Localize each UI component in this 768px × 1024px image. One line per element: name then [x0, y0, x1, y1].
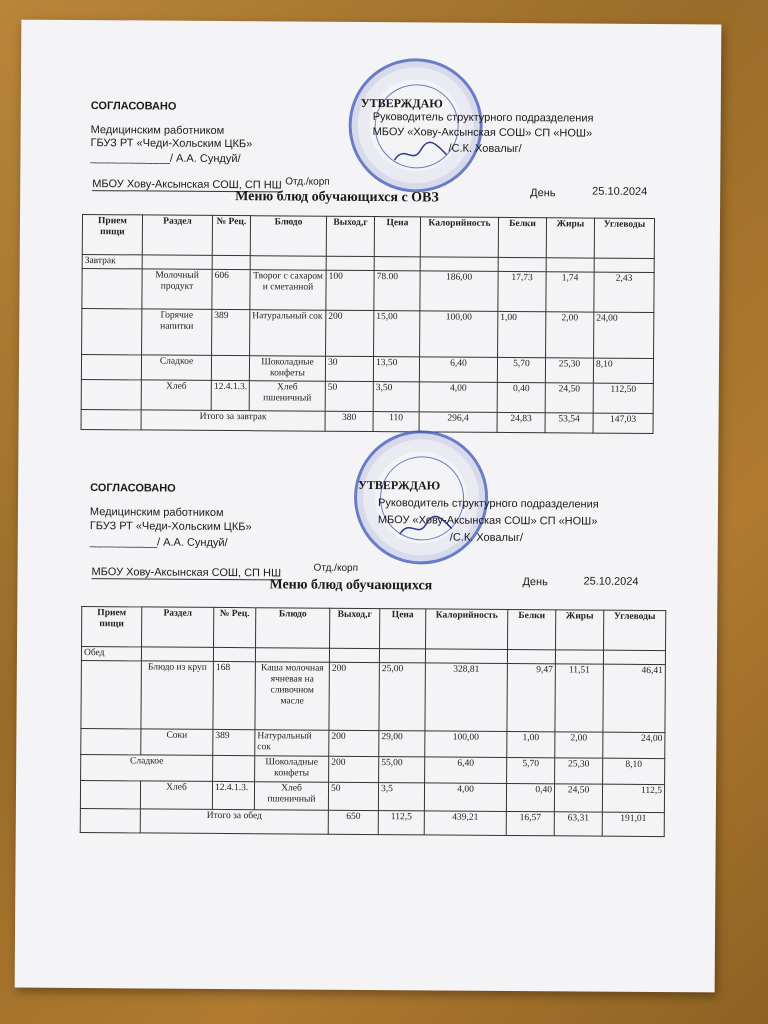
med-worker-bottom: Медицинским работником	[89, 506, 224, 519]
cell-dish: Шоколадные конфеты	[255, 756, 329, 783]
cell-recipe: 168	[213, 661, 255, 729]
date-top: 25.10.2024	[592, 185, 648, 198]
day-label-top: День	[530, 187, 556, 200]
total-calories: 296,4	[419, 412, 497, 433]
cell-carbs: 46,41	[603, 664, 665, 732]
cell-dish: Творог с сахаром и сметанной	[250, 270, 326, 311]
cell-recipe: 389	[212, 309, 250, 355]
cell-section: Молочный продукт	[142, 269, 212, 309]
document-sheet	[15, 20, 722, 993]
cell-yield: 50	[325, 381, 373, 411]
cell-protein: 9,47	[507, 663, 555, 731]
cell-section: Сладкое	[81, 755, 213, 782]
total-fat: 63,31	[554, 812, 602, 836]
cell-section: Сладкое	[141, 355, 211, 380]
head-org-top: МБОУ «Хову-Аксынская СОШ» СП «НОШ»	[372, 126, 593, 140]
total-calories: 439,21	[424, 811, 506, 836]
cell-fat: 25,30	[555, 758, 603, 784]
col-section: Раздел	[142, 215, 212, 255]
cell-carbs: 8,10	[603, 758, 665, 784]
cell-fat: 24,50	[554, 784, 602, 812]
hospital-bottom: ГБУЗ РТ «Чеди-Хольским ЦКБ»	[89, 520, 252, 534]
cell-recipe: 12.4.1.3.	[212, 781, 254, 809]
approve-label-bottom: УТВЕРЖДАЮ	[358, 477, 441, 493]
col-protein: Белки	[498, 217, 546, 257]
total-fat: 53,54	[545, 413, 593, 433]
agreed-label-top: СОГЛАСОВАНО	[90, 100, 177, 113]
cell-calories: 4,00	[424, 783, 506, 812]
school-top: МБОУ Хову-Аксынская СОШ, СП НШ	[92, 178, 282, 192]
table-row	[82, 308, 654, 358]
col-carbs: Углеводы	[603, 610, 665, 650]
total-label: Итого за обед	[140, 809, 328, 834]
cell-dish: Хлеб пшеничный	[249, 381, 325, 412]
col-calories: Калорийность	[420, 217, 498, 258]
cell-price: 29,00	[379, 731, 425, 757]
col-fat: Жиры	[556, 610, 604, 650]
col-carbs: Углеводы	[594, 218, 654, 258]
cell-dish: Натуральный сок	[250, 310, 326, 357]
hospital-top: ГБУЗ РТ «Чеди-Хольским ЦКБ»	[90, 137, 253, 151]
approve-label-top: УТВЕРЖДАЮ	[360, 95, 443, 111]
cell-dish: Хлеб пшеничный	[254, 782, 328, 811]
col-yield: Выход,г	[326, 216, 374, 256]
col-section: Раздел	[142, 607, 214, 648]
table-row	[81, 755, 665, 785]
head-sign-bottom: /С.К. Ховалыг/	[449, 531, 523, 545]
cell-dish: Каша молочная ячневая на сливочном масле	[255, 662, 329, 731]
agreed-label-bottom: СОГЛАСОВАНО	[90, 482, 176, 495]
cell-price: 3,50	[373, 382, 419, 412]
cell-protein: 0,40	[497, 382, 545, 412]
cell-price: 3,5	[378, 783, 424, 811]
date-bottom: 25.10.2024	[583, 575, 639, 588]
cell-fat: 11,51	[555, 664, 603, 732]
cell-section: Хлеб	[141, 380, 211, 410]
total-row	[80, 808, 664, 836]
cell-carbs: 24,00	[603, 732, 665, 758]
cell-yield: 30	[325, 356, 373, 381]
col-meal: Прием пищи	[82, 607, 142, 647]
col-protein: Белки	[508, 609, 556, 649]
total-protein: 16,57	[506, 811, 554, 835]
col-price: Цена	[380, 609, 426, 649]
cell-dish: Шоколадные конфеты	[249, 356, 325, 382]
cell-protein: 5,70	[507, 757, 555, 783]
cell-carbs: 24,00	[594, 312, 654, 358]
cell-protein: 5,70	[497, 357, 545, 382]
cell-fat: 2,00	[546, 312, 594, 358]
med-sign-top: _____________/ А.А. Сундуй/	[90, 152, 241, 166]
cell-price: 78.00	[374, 271, 420, 311]
cell-yield: 100	[326, 270, 374, 310]
cell-fat: 1,74	[546, 272, 594, 312]
med-sign-bottom: ___________/ А.А. Сундуй/	[89, 536, 228, 550]
official-stamp-top	[348, 58, 483, 193]
total-price: 110	[373, 412, 419, 432]
cell-carbs: 112,5	[602, 784, 664, 812]
dept-top: Отд./корп	[285, 176, 330, 188]
col-dish: Блюдо	[250, 216, 326, 257]
col-yield: Выход,г	[330, 608, 380, 648]
school-bottom: МБОУ Хову-Аксынская СОШ, СП НШ	[91, 566, 282, 580]
cell-section: Хлеб	[140, 781, 212, 810]
table-row	[81, 729, 665, 759]
col-recipe: № Рец.	[212, 215, 250, 255]
cell-yield: 200	[329, 756, 379, 782]
cell-recipe	[213, 755, 255, 781]
cell-calories: 4,00	[419, 382, 497, 413]
lunch-menu-table	[80, 606, 667, 837]
cell-carbs: 112,50	[593, 383, 653, 413]
col-fat: Жиры	[546, 218, 594, 258]
med-worker-top: Медицинским работником	[90, 124, 225, 137]
cell-calories: 186,00	[420, 271, 498, 312]
cell-recipe: 12.4.1.3.	[211, 380, 249, 410]
head-title-bottom: Руководитель структурного подразделения	[377, 497, 599, 511]
head-org-bottom: МБОУ «Хову-Аксынская СОШ» СП «НОШ»	[377, 514, 598, 528]
col-price: Цена	[374, 217, 420, 257]
cell-calories: 100,00	[425, 731, 507, 758]
cell-fat: 24,50	[545, 383, 593, 413]
col-dish: Блюдо	[256, 608, 330, 649]
cell-calories: 6,40	[425, 757, 507, 784]
cell-protein: 1,00	[498, 311, 546, 357]
cell-carbs: 8,10	[593, 358, 653, 383]
cell-calories: 100,00	[420, 311, 498, 358]
cell-calories: 328,81	[425, 663, 507, 732]
total-label: Итого за завтрак	[141, 410, 325, 431]
cell-protein: 1,00	[507, 731, 555, 757]
total-protein: 24,83	[497, 412, 545, 432]
col-recipe: № Рец.	[214, 607, 256, 647]
total-row	[81, 409, 653, 433]
head-sign-top: /С.К. Ховалыг/	[448, 142, 522, 156]
cell-yield: 200	[326, 310, 374, 356]
menu-title-bottom: Меню блюд обучающихся	[269, 577, 433, 594]
day-label-bottom: День	[522, 576, 548, 589]
cell-price: 15,00	[374, 311, 420, 357]
cell-recipe: 389	[213, 729, 255, 755]
cell-protein: 0,40	[506, 783, 554, 811]
col-calories: Калорийность	[426, 609, 508, 650]
signature-top	[390, 140, 450, 166]
total-yield: 380	[325, 411, 373, 431]
meal-name: Обед	[81, 647, 141, 661]
total-carbs: 147,03	[593, 413, 653, 433]
table-row	[81, 379, 653, 413]
table-row	[82, 268, 654, 312]
cell-yield: 200	[329, 730, 379, 756]
total-carbs: 191,01	[602, 812, 664, 836]
cell-carbs: 2,43	[594, 272, 654, 312]
cell-section: Соки	[141, 729, 213, 756]
cell-price: 25,00	[379, 663, 425, 731]
col-meal: Прием пищи	[82, 214, 142, 254]
cell-dish: Натуральный сок	[255, 730, 329, 757]
breakfast-menu-table	[81, 214, 655, 434]
cell-recipe: 606	[212, 269, 250, 309]
table-row	[81, 661, 665, 733]
menu-title-top: Меню блюд обучающихся с ОВЗ	[235, 189, 439, 206]
total-yield: 650	[328, 810, 378, 834]
cell-section: Блюдо из круп	[141, 661, 213, 730]
table-row	[80, 781, 664, 813]
cell-calories: 6,40	[419, 357, 497, 383]
total-price: 112,5	[378, 811, 424, 835]
head-title-top: Руководитель структурного подразделения	[372, 111, 594, 125]
cell-protein: 17,73	[498, 271, 546, 311]
cell-fat: 2,00	[555, 732, 603, 758]
cell-fat: 25,30	[545, 358, 593, 383]
dept-bottom: Отд./корп	[313, 562, 359, 574]
meal-name: Завтрак	[82, 254, 142, 268]
cell-price: 13,50	[373, 357, 419, 382]
cell-yield: 50	[328, 782, 378, 810]
cell-price: 55,00	[379, 757, 425, 783]
cell-section: Горячие напитки	[142, 309, 212, 355]
cell-yield: 200	[329, 662, 379, 730]
cell-recipe	[211, 355, 249, 380]
